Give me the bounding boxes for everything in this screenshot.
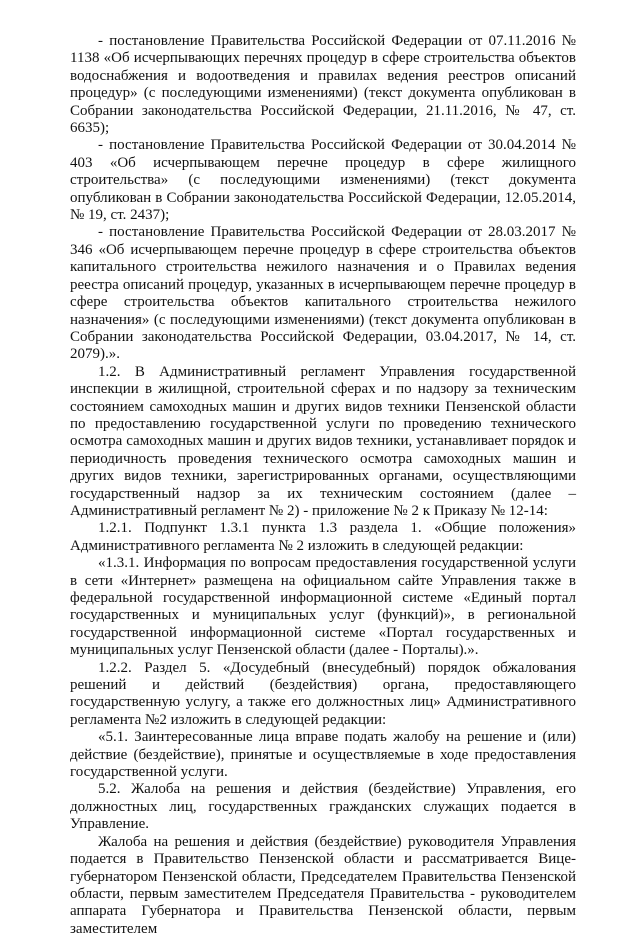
paragraph-decree-403: - постановление Правительства Российской Федерации от 30.04.2014 № 403 «Об исчерпывающем перечне процедур в сфере жилищного строительства» (с последующими изменениями) (текст документа опубликован в Собрании законодательства Российской Федерации, 12.05.2014, № 19, ст. 2437);	[70, 137, 576, 224]
paragraph-decree-346: - постановление Правительства Российской Федерации от 28.03.2017 № 346 «Об исчерпывающем перечне процедур в сфере строительства объектов капитального строительства нежилого назначения и о Правилах ведения реестра описаний процедур, указанных в исчерпывающем перечне процедур в сфере строительства объектов капитального строительства нежилого назначения» (с последующими изменениями) (текст документа опубликован в Собрании законодательства Российской Федерации, 03.04.2017, № 14, ст. 2079).».	[70, 224, 576, 363]
paragraph-complaint-head: Жалоба на решения и действия (бездействие) руководителя Управления подается в Правительство Пензенской области и рассматривается Вице-губернатором Пензенской области, Председателем Правительства Пензенской области, первым заместителем Председателя Правительства - руководителем аппарата Губернатора и Правительства Пензенской области, первым заместителем	[70, 833, 576, 937]
document-page	[70, 33, 576, 938]
paragraph-section-5-2: 5.2. Жалоба на решения и действия (бездействие) Управления, его должностных лиц, государственных гражданских служащих подается в Управление.	[70, 781, 576, 833]
paragraph-decree-1138: - постановление Правительства Российской Федерации от 07.11.2016 № 1138 «Об исчерпывающих перечнях процедур в сфере строительства объектов водоснабжения и водоотведения и правилах ведения реестров описаний процедур» (с последующими изменениями) (текст документа опубликован в Собрании законодательства Российской Федерации, 21.11.2016, № 47, ст. 6635);	[70, 33, 576, 137]
paragraph-section-1-2: 1.2. В Административный регламент Управления государственной инспекции в жилищной, строительной сферах и по надзору за техническим состоянием самоходных машин и других видов техники Пензенской области по предоставлению государственной услуги по проведению технического осмотра самоходных машин и других видов техники, устанавливает порядок и периодичность проведения технического осмотра самоходных машин и других видов техники, зарегистрированных органами, осуществляющими государственный надзор за их техническим состоянием (далее – Административный регламент № 2) - приложение № 2 к Приказу № 12-14:	[70, 363, 576, 519]
paragraph-section-1-3-1: «1.3.1. Информация по вопросам предоставления государственной услуги в сети «Интернет» размещена на официальном сайте Управления также в федеральной государственной информационной системе «Единый портал государственных и муниципальных услуг (функций)», в региональной государственной информационной системе «Портал государственных и муниципальных услуг Пензенской области (далее - Порталы).».	[70, 555, 576, 659]
paragraph-section-1-2-2: 1.2.2. Раздел 5. «Досудебный (внесудебный) порядок обжалования решений и действий (бездействия) органа, предоставляющего государственную услугу, а также его должностных лиц» Административного регламента №2 изложить в следующей редакции:	[70, 659, 576, 728]
paragraph-section-5-1: «5.1. Заинтересованные лица вправе подать жалобу на решение и (или) действие (бездействие), принятые и осуществляемые в ходе предоставления государственной услуги.	[70, 729, 576, 781]
paragraph-section-1-2-1: 1.2.1. Подпункт 1.3.1 пункта 1.3 раздела 1. «Общие положения» Административного регламента № 2 изложить в следующей редакции:	[70, 520, 576, 554]
